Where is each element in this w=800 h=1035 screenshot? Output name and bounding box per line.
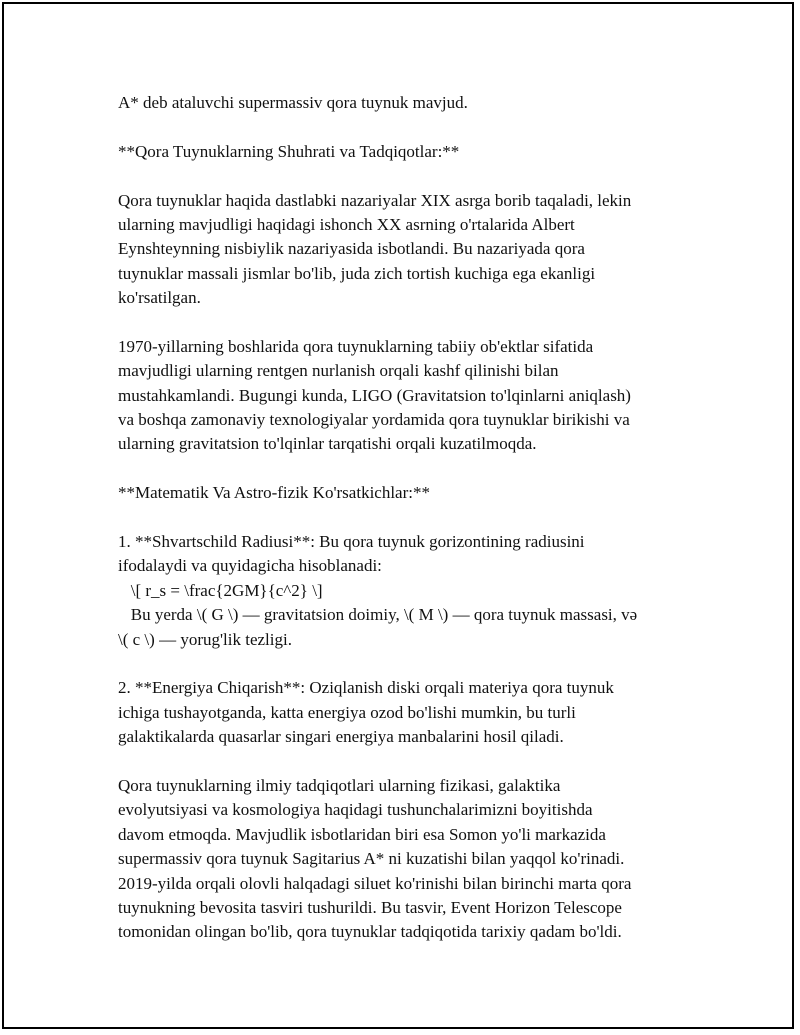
text-line: Eynshteynning nisbiylik nazariyasida isbotlandi. Bu nazariyada qora (118, 239, 585, 259)
paragraph-gap (118, 652, 698, 676)
text-line: ularning gravitatsion to'lqinlar tarqatishi orqali kuzatilmoqda. (118, 434, 537, 454)
paragraph-gap (118, 506, 698, 530)
paragraph (118, 140, 698, 164)
text-line: Qora tuynuklarning ilmiy tadqiqotlari ularning fizikasi, galaktika (118, 775, 561, 795)
paragraph-gap (118, 457, 698, 481)
text-line: davom etmoqda. Mavjudlik isbotlaridan biri esa Somon yo'li markazida (118, 824, 606, 844)
document-body (118, 91, 698, 945)
text-line: ko'rsatilgan. (118, 288, 201, 308)
text-line: \[ r_s = \frac{2GM}{c^2} \] (118, 580, 323, 600)
text-line: Qora tuynuklar haqida dastlabki nazariyalar XIX asrga borib taqaladi, lekin (118, 190, 632, 210)
text-line: 2019-yilda orqali olovli halqadagi siluet ko'rinishi bilan birinchi marta qora (118, 873, 632, 893)
text-line: **Qora Tuynuklarning Shuhrati va Tadqiqotlar:** (118, 141, 460, 161)
paragraph (118, 676, 698, 749)
text-line: \( c \) — yorug'lik tezligi. (118, 629, 292, 649)
text-line: 2. **Energiya Chiqarish**: Oziqlanish diski orqali materiya qora tuynuk (118, 678, 614, 698)
paragraph (118, 189, 698, 311)
text-line: mustahkamlandi. Bugungi kunda, LIGO (Gravitatsion to'lqinlarni aniqlash) (118, 385, 631, 405)
paragraph (118, 774, 698, 945)
paragraph (118, 530, 698, 652)
text-line: evolyutsiyasi va kosmologiya haqidagi tushunchalarimizni boyitishda (118, 800, 593, 820)
text-line: **Matematik Va Astro-fizik Ko'rsatkichlar:** (118, 483, 430, 503)
paragraph (118, 91, 698, 115)
text-line: tuynukning bevosita tasviri tushurildi. Bu tasvir, Event Horizon Telescope (118, 897, 622, 917)
text-line: ichiga tushayotganda, katta energiya ozod bo'lishi mumkin, bu turli (118, 702, 576, 722)
paragraph-gap (118, 115, 698, 139)
text-line: supermassiv qora tuynuk Sagitarius A* ni kuzatishi bilan yaqqol ko'rinadi. (118, 849, 625, 869)
text-line: ularning mavjudligi haqidagi ishonch XX asrning o'rtalarida Albert (118, 214, 575, 234)
text-line: mavjudligi ularning rentgen nurlanish orqali kashf qilinishi bilan (118, 361, 559, 381)
paragraph (118, 481, 698, 505)
paragraph (118, 335, 698, 457)
text-line: galaktikalarda quasarlar singari energiya manbalarini hosil qiladi. (118, 727, 564, 747)
paragraph-gap (118, 750, 698, 774)
text-line: 1970-yillarning boshlarida qora tuynuklarning tabiiy ob'ektlar sifatida (118, 336, 594, 356)
paragraph-gap (118, 164, 698, 188)
text-line: ifodalaydi va quyidagicha hisoblanadi: (118, 556, 382, 576)
text-line: Bu yerda \( G \) — gravitatsion doimiy, \( M \) — qora tuynuk massasi, və (118, 605, 638, 625)
text-line: tuynuklar massali jismlar bo'lib, juda zich tortish kuchiga ega ekanligi (118, 263, 596, 283)
text-line: 1. **Shvartschild Radiusi**: Bu qora tuynuk gorizontining radiusini (118, 532, 585, 552)
text-line: tomonidan olingan bo'lib, qora tuynuklar tadqiqotida tarixiy qadam bo'ldi. (118, 922, 622, 942)
paragraph-gap (118, 311, 698, 335)
text-line: va boshqa zamonaviy texnologiyalar yordamida qora tuynuklar birikishi va (118, 410, 630, 430)
text-line: A* deb ataluvchi supermassiv qora tuynuk mavjud. (118, 93, 468, 112)
